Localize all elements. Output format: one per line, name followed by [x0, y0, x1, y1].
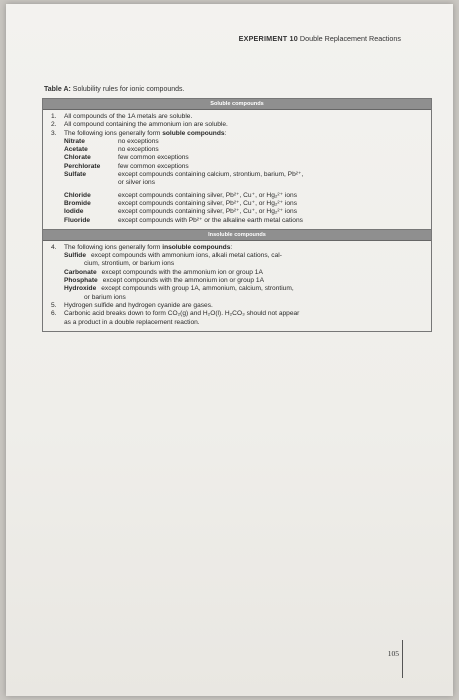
- ion-exception: except compounds containing silver, Pb²⁺, Cu⁺, or Hg₂²⁺ ions: [118, 191, 298, 199]
- ion-rule-row: [51, 163, 425, 171]
- sulfate-continuation: or silver ions: [118, 179, 156, 187]
- ion-name: Chlorate: [64, 154, 91, 162]
- rule-6: 6. Carbonic acid breaks down to form CO₂(g) and H₂O(l). H₂CO₃ should not appear as a product in a double replacement reaction.: [51, 310, 300, 326]
- ion-exception: or barium ions: [84, 293, 126, 301]
- halide-ion-list: [51, 192, 425, 225]
- rule-1: 1. All compounds of the 1A metals are soluble.: [51, 113, 193, 120]
- ion-name: Carbonate: [64, 268, 97, 276]
- soluble-ion-list: [51, 138, 425, 179]
- ion-name: Iodide: [64, 208, 84, 216]
- experiment-label: EXPERIMENT 10: [238, 34, 298, 43]
- ion-rule-row: [51, 171, 425, 179]
- ion-exception: except compounds with the ammonium ion or group 1A: [102, 277, 264, 285]
- table-caption-text: Solubility rules for ionic compounds.: [72, 86, 185, 93]
- ion-name: Perchlorate: [64, 162, 101, 170]
- ion-rule-row: [51, 208, 425, 216]
- table-caption-label: Table A:: [44, 86, 71, 93]
- insoluble-ion-list: [51, 252, 425, 302]
- ion-exception: few common exceptions: [118, 154, 189, 162]
- ion-name: Nitrate: [64, 137, 85, 145]
- rule-4: 4. The following ions generally form insoluble compounds:: [51, 243, 233, 251]
- ion-name: Phosphate: [64, 277, 98, 285]
- ion-rule-row: [51, 200, 425, 208]
- ion-exception: except compounds containing calcium, strontium, barium, Pb²⁺,: [118, 171, 304, 179]
- ion-name: Sulfide: [64, 252, 86, 260]
- rule-5: 5. Hydrogen sulfide and hydrogen cyanide are gases.: [51, 301, 213, 309]
- ion-exception: cium, strontium, or barium ions: [84, 260, 175, 268]
- page: [6, 4, 453, 696]
- ion-exception: few common exceptions: [118, 162, 189, 170]
- soluble-heading: Soluble compounds: [43, 99, 431, 110]
- ion-exception: except compounds with group 1A, ammonium, calcium, strontium,: [101, 285, 294, 293]
- ion-name: Acetate: [64, 146, 88, 154]
- ion-exception: except compounds containing silver, Pb²⁺, Cu⁺, or Hg₂²⁺ ions: [118, 208, 298, 216]
- page-number: 105: [387, 649, 399, 658]
- ion-name: Fluoride: [64, 216, 91, 224]
- ion-name: Sulfate: [64, 171, 86, 179]
- ion-exception: no exceptions: [118, 146, 159, 154]
- ion-exception: no exceptions: [118, 137, 159, 145]
- ion-rule-row: [51, 285, 425, 293]
- ion-rule-row: [51, 269, 425, 277]
- solubility-table: [42, 98, 432, 332]
- running-header: [239, 34, 401, 43]
- ion-rule-row: [51, 146, 425, 154]
- ion-rule-row: [51, 277, 425, 285]
- insoluble-heading: Insoluble compounds: [43, 230, 431, 241]
- ion-exception: except compounds with the ammonium ion or group 1A: [101, 268, 263, 276]
- insoluble-section: [43, 241, 431, 331]
- ion-rule-row: [51, 260, 425, 268]
- experiment-title: Double Replacement Reactions: [299, 34, 401, 43]
- soluble-section: [43, 110, 431, 230]
- table-caption: [44, 86, 184, 93]
- ion-rule-row: [51, 217, 425, 225]
- ion-name: Chloride: [64, 191, 91, 199]
- ion-name: Bromide: [64, 199, 91, 207]
- ion-exception: except compounds containing silver, Pb²⁺, Cu⁺, or Hg₂²⁺ ions: [118, 199, 298, 207]
- ion-rule-row: [51, 252, 425, 260]
- page-number-rule: [402, 640, 403, 678]
- ion-rule-row: [51, 294, 425, 302]
- ion-name: Hydroxide: [64, 285, 97, 293]
- ion-exception: except compounds with Pb²⁺ or the alkaline earth metal cations: [118, 216, 303, 224]
- ion-rule-row: [51, 154, 425, 162]
- rule-2: 2. All compound containing the ammonium ion are soluble.: [51, 121, 228, 129]
- ion-rule-row: [51, 192, 425, 200]
- ion-exception: except compounds with ammonium ions, alkali metal cations, cal-: [90, 252, 282, 260]
- rule-3: 3. The following ions generally form soluble compounds:: [51, 129, 227, 137]
- ion-rule-row: [51, 138, 425, 146]
